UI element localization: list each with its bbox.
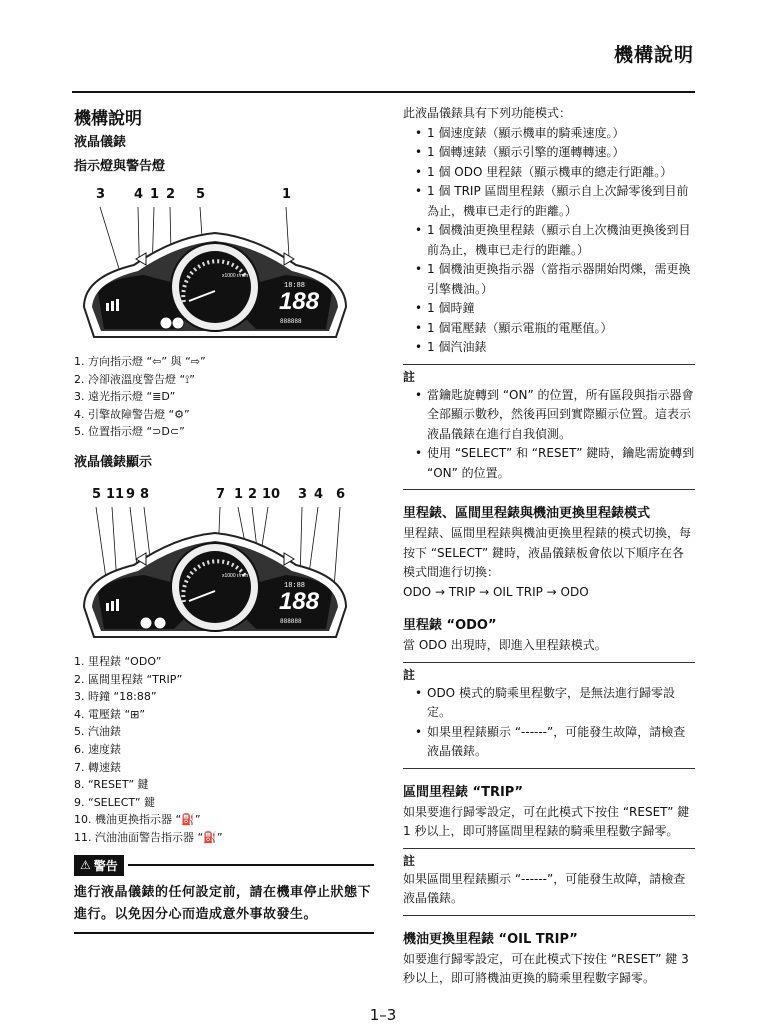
- clock-digits: 18:88: [284, 282, 306, 290]
- page-number: 1–3: [369, 1006, 397, 1024]
- note-item: • 如果里程錶顯示 “------”，可能發生故障，請檢查液晶儀錶。: [415, 723, 695, 762]
- trip-note: 如果區間里程錶顯示 “------”，可能發生故障，請檢查液晶儀錶。: [403, 871, 686, 905]
- oil-text: 如要進行歸零設定，可在此模式下按住 “RESET” 鍵 3 秒以上，即可將機油更換的騎乘里程數字歸零。: [403, 951, 689, 985]
- legend-item: 6. 速度錶: [74, 742, 121, 756]
- figure1-legend: [74, 353, 374, 441]
- legend-item: 1. 里程錶 “ODO”: [74, 654, 162, 668]
- odo-text: 當 ODO 出現時，即進入里程錶模式。: [403, 638, 607, 652]
- gauge-illustration-1: [74, 207, 356, 347]
- warning-tag: [74, 855, 124, 876]
- figure1-callouts: [74, 187, 374, 205]
- gauge-figure-1: [74, 207, 356, 347]
- callout: 2: [248, 486, 258, 502]
- callout: 4: [134, 187, 144, 202]
- warning-header: [74, 855, 374, 876]
- note-item: • ODO 模式的騎乘里程數字，是無法進行歸零設定。: [415, 684, 695, 723]
- modes-sequence: ODO → TRIP → OIL TRIP → ODO: [403, 584, 589, 599]
- legend-item: 5. 位置指示燈 “⊃D⊂”: [74, 425, 185, 439]
- legend-item: 4. 電壓錶 “⊞”: [74, 707, 146, 721]
- odo-digits: 888888: [280, 617, 302, 625]
- rpm-unit: x1000 r/min: [222, 572, 249, 579]
- mode-item: • 1 個 ODO 里程錶（顯示機車的總走行距離。）: [415, 163, 695, 183]
- legend-item: 8. “RESET” 鍵: [74, 778, 149, 792]
- legend-item: 11. 汽油油面警告指示器 “⛽”: [74, 830, 223, 844]
- warning-triangle-icon: ⚠: [80, 858, 91, 872]
- warning-end-rule: [74, 932, 374, 934]
- note-item: • 當鑰匙旋轉到 “ON” 的位置，所有區段與指示器會全部顯示數秒，然後再回到實際顯示位置。這表示液晶儀錶在進行自我偵測。: [415, 386, 695, 445]
- callout: 1: [150, 187, 160, 202]
- legend-item: 5. 汽油錶: [74, 725, 121, 739]
- modes-title: 里程錶、區間里程錶與機油更換里程錶模式: [403, 506, 651, 521]
- mode-item: • 1 個機油更換指示器（當指示器開始閃爍，需更換引擎機油。）: [415, 260, 695, 299]
- figure2-callouts: [74, 487, 374, 505]
- callout: 1: [282, 187, 292, 202]
- display-title: 液晶儀錶顯示: [74, 454, 153, 470]
- legend-item: 9. “SELECT” 鍵: [74, 795, 156, 809]
- legend-item: 4. 引擎故障警告燈 “⚙”: [74, 407, 190, 421]
- callout: 3: [96, 187, 106, 202]
- gauge-figure-2: [74, 507, 356, 647]
- note-end-rule: [403, 915, 695, 916]
- modes-text: 里程錶、區間里程錶與機油更換里程錶的模式切換，每按下 “SELECT” 鍵時，液晶儀錶板會依以下順序在各模式間進行切換：: [403, 526, 692, 579]
- warning-text: 進行液晶儀錶的任何設定前，請在機車停止狀態下進行。以免因分心而造成意外事故發生。: [74, 884, 372, 922]
- legend-item: 10. 機油更換指示器 “⛽”: [74, 813, 201, 827]
- callout: 7: [216, 486, 226, 502]
- figure2-legend: [74, 653, 374, 847]
- odo-title: 里程錶 “ODO”: [403, 618, 497, 633]
- speed-digits: 188: [279, 288, 320, 315]
- mode-item: • 1 個電壓錶（顯示電瓶的電壓值。）: [415, 319, 695, 339]
- subtitle-indicators: 指示燈與警告燈: [74, 159, 166, 174]
- callout: 3: [298, 486, 308, 502]
- callout: 9: [126, 486, 136, 502]
- clock-digits: 18:88: [284, 581, 306, 590]
- callout: 10: [262, 486, 281, 502]
- odo-notes: [403, 684, 695, 762]
- callout: 11: [106, 486, 125, 502]
- legend-item: 1. 方向指示燈 “⇦” 與 “⇨”: [74, 355, 206, 368]
- callout: 5: [92, 486, 102, 502]
- note-label: 註: [403, 364, 695, 386]
- mode-item: • 1 個 TRIP 區間里程錶（顯示自上次歸零後到目前為止，機車已走行的距離。）: [415, 182, 695, 221]
- speed-digits: 188: [279, 587, 320, 615]
- trip-title: 區間里程錶 “TRIP”: [403, 784, 524, 800]
- legend-item: 2. 區間里程錶 “TRIP”: [74, 672, 183, 686]
- note-end-rule: [403, 489, 695, 490]
- callout: 2: [166, 187, 176, 202]
- legend-item: 3. 遠光指示燈 “≣D”: [74, 390, 176, 404]
- intro-text: 此液晶儀錶具有下列功能模式：: [403, 106, 572, 120]
- note1-list: [403, 386, 695, 484]
- legend-item: 2. 冷卻液溫度警告燈 “⟟”: [74, 372, 195, 386]
- note-label: 註: [403, 662, 695, 684]
- legend-item: 7. 轉速錶: [74, 760, 121, 774]
- left-column: [74, 104, 374, 934]
- header-rule: [72, 91, 695, 93]
- warning-rule: [128, 864, 374, 866]
- subtitle-lcd: 液晶儀錶: [74, 135, 127, 150]
- callout: 4: [314, 486, 324, 502]
- section-title: 機構說明: [74, 109, 142, 129]
- warning-label: 警告: [93, 858, 118, 873]
- callout: 8: [140, 486, 150, 502]
- page-header-title: 機構說明: [613, 44, 694, 66]
- callout: 1: [234, 486, 244, 502]
- note-item: • 使用 “SELECT” 和 “RESET” 鍵時，鑰匙需旋轉到 “ON” 的位置。: [415, 444, 695, 483]
- mode-item: • 1 個機油更換里程錶（顯示自上次機油更換後到目前為止，機車已走行的距離。）: [415, 221, 695, 260]
- mode-item: • 1 個轉速錶（顯示引擎的運轉轉速。）: [415, 143, 695, 163]
- legend-item: 3. 時鐘 “18:88”: [74, 690, 157, 704]
- trip-text: 如果要進行歸零設定，可在此模式下按住 “RESET” 鍵 1 秒以上，即可將區間里程錶的騎乘里程數字歸零。: [403, 804, 690, 838]
- right-column: [403, 104, 695, 989]
- odo-digits: 888888: [280, 318, 302, 325]
- rpm-unit: x1000 r/min: [222, 273, 249, 279]
- mode-item: • 1 個時鐘: [415, 299, 695, 319]
- mode-item: • 1 個速度錶（顯示機車的騎乘速度。）: [415, 124, 695, 144]
- note-label: 註: [403, 848, 695, 870]
- oil-title: 機油更換里程錶 “OIL TRIP”: [403, 931, 578, 947]
- note-end-rule: [403, 768, 695, 769]
- callout: 5: [196, 187, 206, 202]
- callout: 6: [336, 486, 346, 502]
- modes-list: [403, 124, 695, 358]
- mode-item: • 1 個汽油錶: [415, 338, 695, 358]
- gauge-illustration-2: [74, 507, 356, 647]
